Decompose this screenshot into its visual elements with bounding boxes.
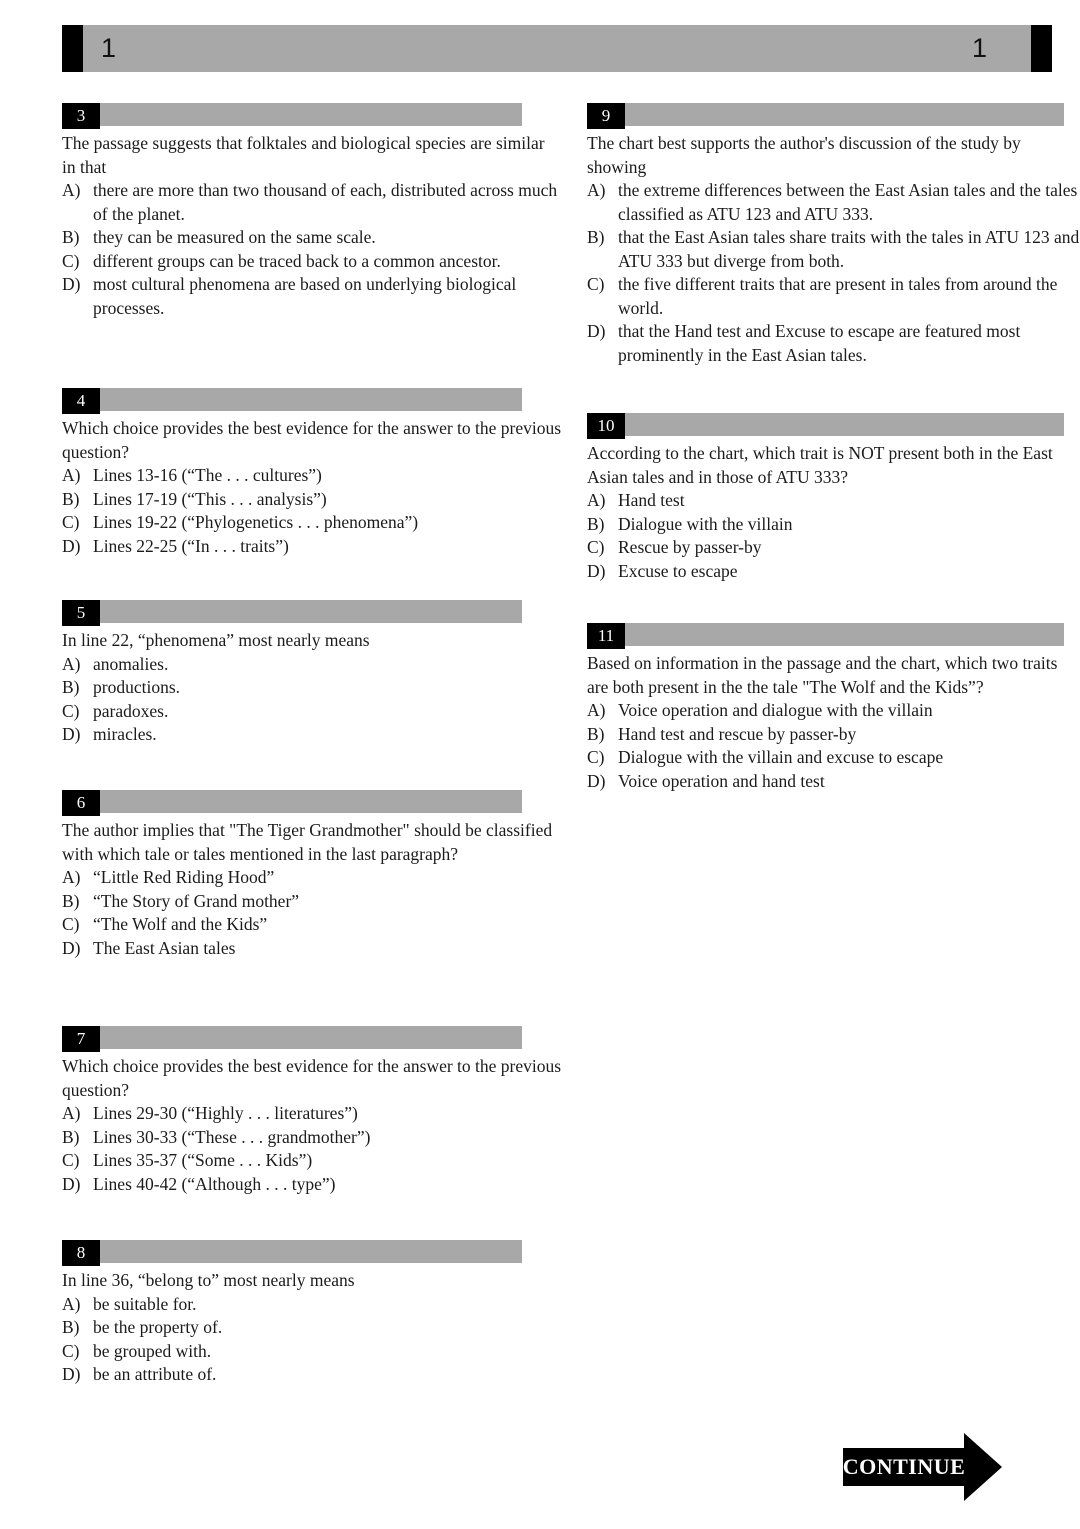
choice-letter: D)	[62, 1173, 81, 1194]
question-4	[62, 388, 562, 558]
choice-text: Hand test and rescue by passer-by	[618, 723, 857, 744]
choice-letter: A)	[62, 867, 81, 887]
choice-text: be an attribute of.	[93, 1364, 217, 1384]
question-4-choice-a[interactable]	[62, 464, 562, 488]
choice-text: Lines 13-16 (“The . . . cultures”)	[93, 465, 322, 485]
question-11-choice-a[interactable]	[587, 699, 1080, 723]
choice-letter: B)	[62, 1317, 80, 1337]
choice-letter: C)	[62, 914, 80, 934]
choice-text: they can be measured on the same scale.	[93, 227, 376, 247]
question-11-header	[587, 623, 1064, 649]
continue-button[interactable]: CONTINUE	[843, 1448, 965, 1486]
choice-letter: B)	[62, 488, 80, 509]
question-11-choice-d[interactable]	[587, 770, 1080, 794]
choice-letter: A)	[62, 1103, 81, 1123]
question-header-bar	[100, 790, 522, 813]
question-10-choice-a[interactable]	[587, 489, 1080, 513]
choice-text: productions.	[93, 677, 181, 697]
question-4-choice-d[interactable]	[62, 535, 562, 559]
question-7	[62, 1026, 562, 1196]
question-4-choice-b[interactable]	[62, 488, 562, 512]
choice-letter: D)	[62, 535, 81, 556]
choice-text: different groups can be traced back to a common ancestor.	[93, 250, 501, 271]
question-header-bar	[100, 1240, 522, 1263]
choice-text: be the property of.	[93, 1317, 223, 1337]
question-9-choice-a[interactable]	[587, 179, 1080, 226]
question-5-choice-d[interactable]	[62, 723, 562, 747]
question-8	[62, 1240, 562, 1387]
choice-text: anomalies.	[93, 653, 169, 674]
question-7-choice-d[interactable]	[62, 1173, 562, 1197]
choice-letter: D)	[62, 937, 81, 958]
question-number-badge: 4	[62, 388, 100, 414]
choice-letter: D)	[62, 1364, 81, 1384]
question-9-choice-c[interactable]	[587, 273, 1080, 320]
question-8-header	[62, 1240, 522, 1266]
question-6-header	[62, 790, 522, 816]
question-stem: According to the chart, which trait is NOT present both in the East Asian tales and in those of ATU 333?	[587, 443, 1053, 487]
question-10	[587, 413, 1080, 583]
question-11-choice-b[interactable]	[587, 723, 1080, 747]
choice-letter: B)	[62, 890, 80, 911]
choice-letter: B)	[62, 677, 80, 697]
choice-text: Lines 35-37 (“Some . . . Kids”)	[93, 1150, 313, 1170]
choice-text: Lines 22-25 (“In . . . traits”)	[93, 535, 289, 556]
choice-text: paradoxes.	[93, 700, 169, 721]
choice-text: be suitable for.	[93, 1293, 197, 1314]
choice-letter: A)	[62, 180, 81, 200]
choice-letter: D)	[62, 724, 81, 744]
question-5	[62, 600, 562, 747]
question-number-badge: 11	[587, 623, 625, 649]
choice-letter: C)	[587, 537, 605, 557]
choice-text: Lines 30-33 (“These . . . grandmother”)	[93, 1126, 371, 1147]
question-3-choice-d[interactable]	[62, 273, 562, 320]
page-number-right: 1	[971, 33, 987, 63]
choice-text: that the East Asian tales share traits with the tales in ATU 123 and ATU 333 but diverge from both.	[618, 227, 1080, 271]
choice-letter: A)	[62, 653, 81, 674]
page-header	[62, 25, 1052, 72]
page-number-left: 1	[101, 33, 117, 63]
choice-letter: C)	[62, 512, 80, 532]
question-8-choice-a[interactable]	[62, 1293, 562, 1317]
choice-letter: C)	[62, 250, 80, 271]
question-stem: In line 22, “phenomena” most nearly means	[62, 630, 370, 650]
choice-text: the five different traits that are present in tales from around the world.	[618, 274, 1058, 318]
question-10-header	[587, 413, 1064, 439]
question-header-bar	[100, 388, 522, 411]
question-5-choice-a[interactable]	[62, 653, 562, 677]
choice-text: be grouped with.	[93, 1340, 212, 1361]
choice-text: the extreme differences between the East Asian tales and the tales classified as ATU 123 and ATU 333.	[618, 180, 1078, 224]
choice-letter: D)	[587, 770, 606, 791]
question-7-choice-a[interactable]	[62, 1102, 562, 1126]
choice-letter: C)	[62, 1150, 80, 1170]
choice-text: miracles.	[93, 724, 157, 744]
question-3-header	[62, 103, 522, 129]
choice-text: “Little Red Riding Hood”	[93, 867, 275, 887]
header-corner-block-left	[62, 25, 83, 72]
question-number-badge: 6	[62, 790, 100, 816]
question-number-badge: 9	[587, 103, 625, 129]
choice-text: Lines 19-22 (“Phylogenetics . . . phenomena”)	[93, 512, 419, 532]
question-5-header	[62, 600, 522, 626]
question-4-choice-c[interactable]	[62, 511, 562, 535]
choice-letter: C)	[587, 274, 605, 294]
choice-text: “The Story of Grand mother”	[93, 890, 300, 911]
choice-text: Lines 29-30 (“Highly . . . literatures”)	[93, 1103, 358, 1123]
choice-letter: A)	[62, 465, 81, 485]
choice-text: Voice operation and hand test	[618, 770, 825, 791]
question-5-choice-c[interactable]	[62, 700, 562, 724]
question-3-choice-c[interactable]	[62, 250, 562, 274]
question-6-choice-a[interactable]	[62, 866, 562, 890]
choice-text: “The Wolf and the Kids”	[93, 914, 268, 934]
choice-letter: C)	[62, 1340, 80, 1361]
question-7-choice-b[interactable]	[62, 1126, 562, 1150]
question-11-choice-c[interactable]	[587, 746, 1080, 770]
question-3-choice-b[interactable]	[62, 226, 562, 250]
question-stem: The author implies that "The Tiger Grandmother" should be classified with which tale or tales mentioned in the last paragraph?	[62, 820, 553, 864]
choice-text: there are more than two thousand of each, distributed across much of the planet.	[93, 180, 558, 224]
choice-letter: B)	[587, 513, 605, 534]
question-3-choice-a[interactable]	[62, 179, 562, 226]
question-header-bar	[625, 413, 1064, 436]
header-corner-block-right	[1031, 25, 1052, 72]
choice-text: Hand test	[618, 490, 685, 510]
question-stem: In line 36, “belong to” most nearly means	[62, 1270, 355, 1290]
question-6	[62, 790, 562, 960]
question-9-choice-b[interactable]	[587, 226, 1080, 273]
choice-letter: A)	[587, 490, 606, 510]
choice-letter: D)	[587, 560, 606, 581]
question-header-bar	[625, 103, 1064, 126]
choice-letter: B)	[62, 227, 80, 247]
question-4-header	[62, 388, 522, 414]
question-6-choice-d[interactable]	[62, 937, 562, 961]
choice-letter: A)	[587, 180, 606, 200]
header-bar	[83, 25, 1031, 72]
question-stem: Which choice provides the best evidence for the answer to the previous question?	[62, 1056, 562, 1100]
choice-text: Lines 17-19 (“This . . . analysis”)	[93, 488, 327, 509]
question-9-header	[587, 103, 1064, 129]
question-number-badge: 7	[62, 1026, 100, 1052]
question-6-choice-b[interactable]	[62, 890, 562, 914]
choice-text: Voice operation and dialogue with the villain	[618, 700, 933, 720]
choice-text: Excuse to escape	[618, 560, 738, 581]
choice-letter: B)	[62, 1126, 80, 1147]
question-10-choice-c[interactable]	[587, 536, 1080, 560]
choice-letter: C)	[587, 747, 605, 767]
question-9	[587, 103, 1080, 367]
question-8-choice-c[interactable]	[62, 1340, 562, 1364]
question-7-choice-c[interactable]	[62, 1149, 562, 1173]
question-header-bar	[100, 600, 522, 623]
question-number-badge: 10	[587, 413, 625, 439]
choice-text: that the Hand test and Excuse to escape are featured most prominently in the East Asian tales.	[618, 321, 1021, 365]
choice-letter: A)	[587, 700, 606, 720]
question-6-choice-c[interactable]	[62, 913, 562, 937]
question-header-bar	[100, 1026, 522, 1049]
choice-letter: D)	[62, 274, 81, 294]
question-stem: The passage suggests that folktales and biological species are similar in that	[62, 133, 545, 177]
choice-text: Lines 40-42 (“Although . . . type”)	[93, 1173, 336, 1194]
question-number-badge: 8	[62, 1240, 100, 1266]
choice-text: Rescue by passer-by	[618, 537, 762, 557]
question-5-choice-b[interactable]	[62, 676, 562, 700]
question-11	[587, 623, 1080, 793]
choice-letter: A)	[62, 1293, 81, 1314]
choice-text: Dialogue with the villain	[618, 513, 793, 534]
choice-text: The East Asian tales	[93, 937, 236, 958]
choice-letter: D)	[587, 321, 606, 341]
question-7-header	[62, 1026, 522, 1052]
choice-text: Dialogue with the villain and excuse to escape	[618, 747, 944, 767]
question-stem: Which choice provides the best evidence for the answer to the previous question?	[62, 418, 562, 462]
question-3	[62, 103, 562, 320]
choice-letter: B)	[587, 227, 605, 247]
question-8-choice-d[interactable]	[62, 1363, 562, 1387]
question-9-choice-d[interactable]	[587, 320, 1080, 367]
question-stem: The chart best supports the author's discussion of the study by showing	[587, 133, 1021, 177]
question-stem: Based on information in the passage and the chart, which two traits are both present in the the tale "The Wolf and the Kids”?	[587, 653, 1058, 697]
question-10-choice-b[interactable]	[587, 513, 1080, 537]
question-number-badge: 5	[62, 600, 100, 626]
question-number-badge: 3	[62, 103, 100, 129]
question-8-choice-b[interactable]	[62, 1316, 562, 1340]
continue-arrow-icon	[964, 1433, 1002, 1501]
question-10-choice-d[interactable]	[587, 560, 1080, 584]
choice-letter: B)	[587, 723, 605, 744]
choice-letter: C)	[62, 700, 80, 721]
question-header-bar	[625, 623, 1064, 646]
choice-text: most cultural phenomena are based on underlying biological processes.	[93, 274, 517, 318]
question-header-bar	[100, 103, 522, 126]
